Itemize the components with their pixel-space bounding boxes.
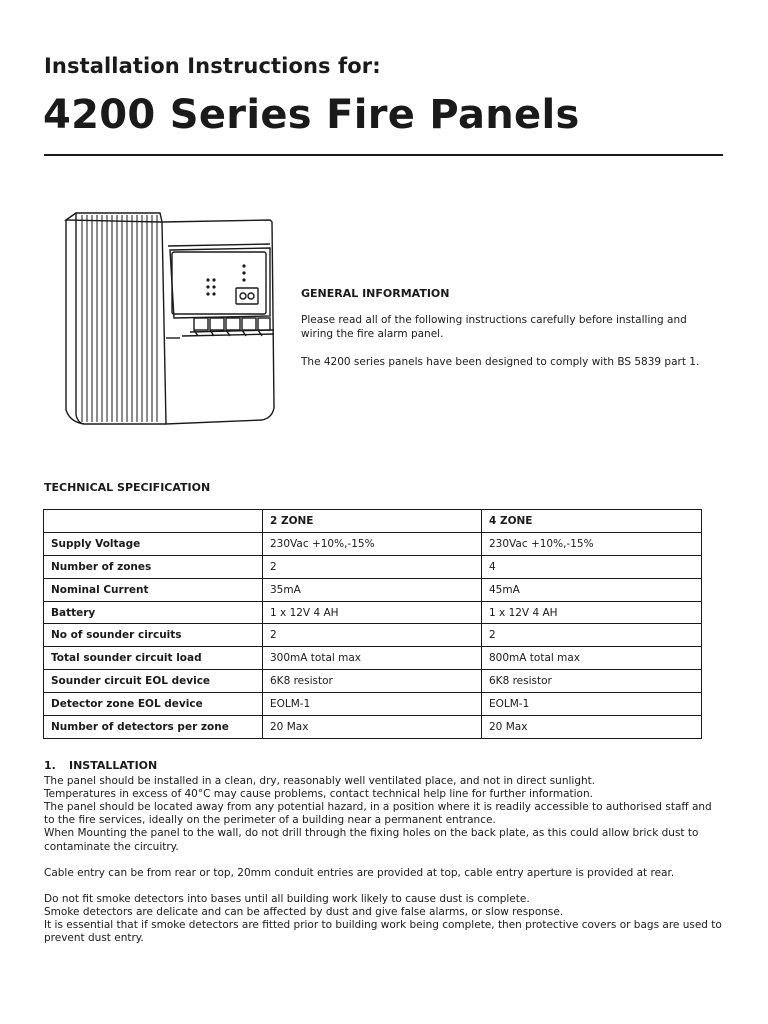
install-line: The panel should be located away from any potential hazard, in a position where it is readily accessible to authorised staff and to the fire services, ideally on the perimeter of a building near a permanent entrance. — [44, 801, 712, 827]
table-row — [44, 555, 702, 578]
tech-spec-table — [43, 509, 702, 739]
install-line: Smoke detectors are delicate and can be affected by dust and give false alarms, or slow response. — [44, 905, 564, 918]
table-cell: 300mA total max — [263, 647, 482, 670]
table-cell: Number of detectors per zone — [44, 716, 263, 739]
table-row — [44, 693, 702, 716]
table-row — [44, 578, 702, 601]
table-cell: 4 — [482, 555, 702, 578]
install-line: Do not fit smoke detectors into bases until all building work likely to cause dust is complete. — [44, 892, 530, 905]
doc-subtitle: Installation Instructions for: — [44, 54, 381, 78]
table-row — [44, 716, 702, 739]
table-cell: No of sounder circuits — [44, 624, 263, 647]
table-cell: 2 — [263, 555, 482, 578]
table-header-row — [44, 510, 702, 533]
table-cell: 1 x 12V 4 AH — [482, 601, 702, 624]
general-information — [301, 287, 721, 383]
table-cell: 20 Max — [482, 716, 702, 739]
table-cell: EOLM-1 — [482, 693, 702, 716]
table-row — [44, 624, 702, 647]
table-cell: 20 Max — [263, 716, 482, 739]
general-info-p2: The 4200 series panels have been designed to comply with BS 5839 part 1. — [301, 356, 700, 368]
table-cell: 6K8 resistor — [482, 670, 702, 693]
table-cell: 1 x 12V 4 AH — [263, 601, 482, 624]
table-cell: Total sounder circuit load — [44, 647, 263, 670]
table-header-cell: 2 ZONE — [263, 510, 482, 533]
install-cable-entry: Cable entry can be from rear or top, 20mm conduit entries are provided at top, cable entry aperture is provided at rear. — [44, 866, 675, 879]
table-row — [44, 601, 702, 624]
table-row — [44, 647, 702, 670]
install-line: The panel should be installed in a clean, dry, reasonably well ventilated place, and not in direct sunlight. — [44, 775, 596, 788]
table-cell: 2 — [482, 624, 702, 647]
table-cell: 230Vac +10%,-15% — [263, 532, 482, 555]
table-cell: 35mA — [263, 578, 482, 601]
fire-panel-illustration — [62, 210, 282, 426]
table-cell: 6K8 resistor — [263, 670, 482, 693]
doc-title: 4200 Series Fire Panels — [43, 92, 580, 138]
install-line: When Mounting the panel to the wall, do not drill through the fixing holes on the back plate, as this could allow brick dust to contaminate the circuitry. — [44, 827, 699, 853]
install-line: It is essential that if smoke detectors are fitted prior to building work being complete, then protective covers or bags are used to prevent dust entry. — [44, 918, 722, 945]
installation-heading — [44, 759, 724, 772]
section-title: INSTALLATION — [69, 759, 158, 772]
table-row — [44, 670, 702, 693]
table-header-cell: 4 ZONE — [482, 510, 702, 533]
table-cell: 45mA — [482, 578, 702, 601]
table-cell: EOLM-1 — [263, 693, 482, 716]
general-info-heading: GENERAL INFORMATION — [301, 287, 450, 300]
table-cell: 2 — [263, 624, 482, 647]
table-cell: 800mA total max — [482, 647, 702, 670]
table-cell: Number of zones — [44, 555, 263, 578]
table-cell: 230Vac +10%,-15% — [482, 532, 702, 555]
table-cell: Nominal Current — [44, 578, 263, 601]
installation-section — [44, 759, 724, 945]
section-number: 1. — [44, 759, 56, 772]
install-line: Temperatures in excess of 40°C may cause problems, contact technical help line for further information. — [44, 788, 593, 801]
general-info-p1: Please read all of the following instructions carefully before installing and wiring the fire alarm panel. — [301, 314, 687, 340]
table-cell: Supply Voltage — [44, 532, 263, 555]
table-cell: Battery — [44, 601, 263, 624]
title-rule — [44, 154, 723, 156]
table-cell: Sounder circuit EOL device — [44, 670, 263, 693]
table-header-cell — [44, 510, 263, 533]
table-row — [44, 532, 702, 555]
tech-spec-heading: TECHNICAL SPECIFICATION — [44, 481, 211, 494]
table-cell: Detector zone EOL device — [44, 693, 263, 716]
